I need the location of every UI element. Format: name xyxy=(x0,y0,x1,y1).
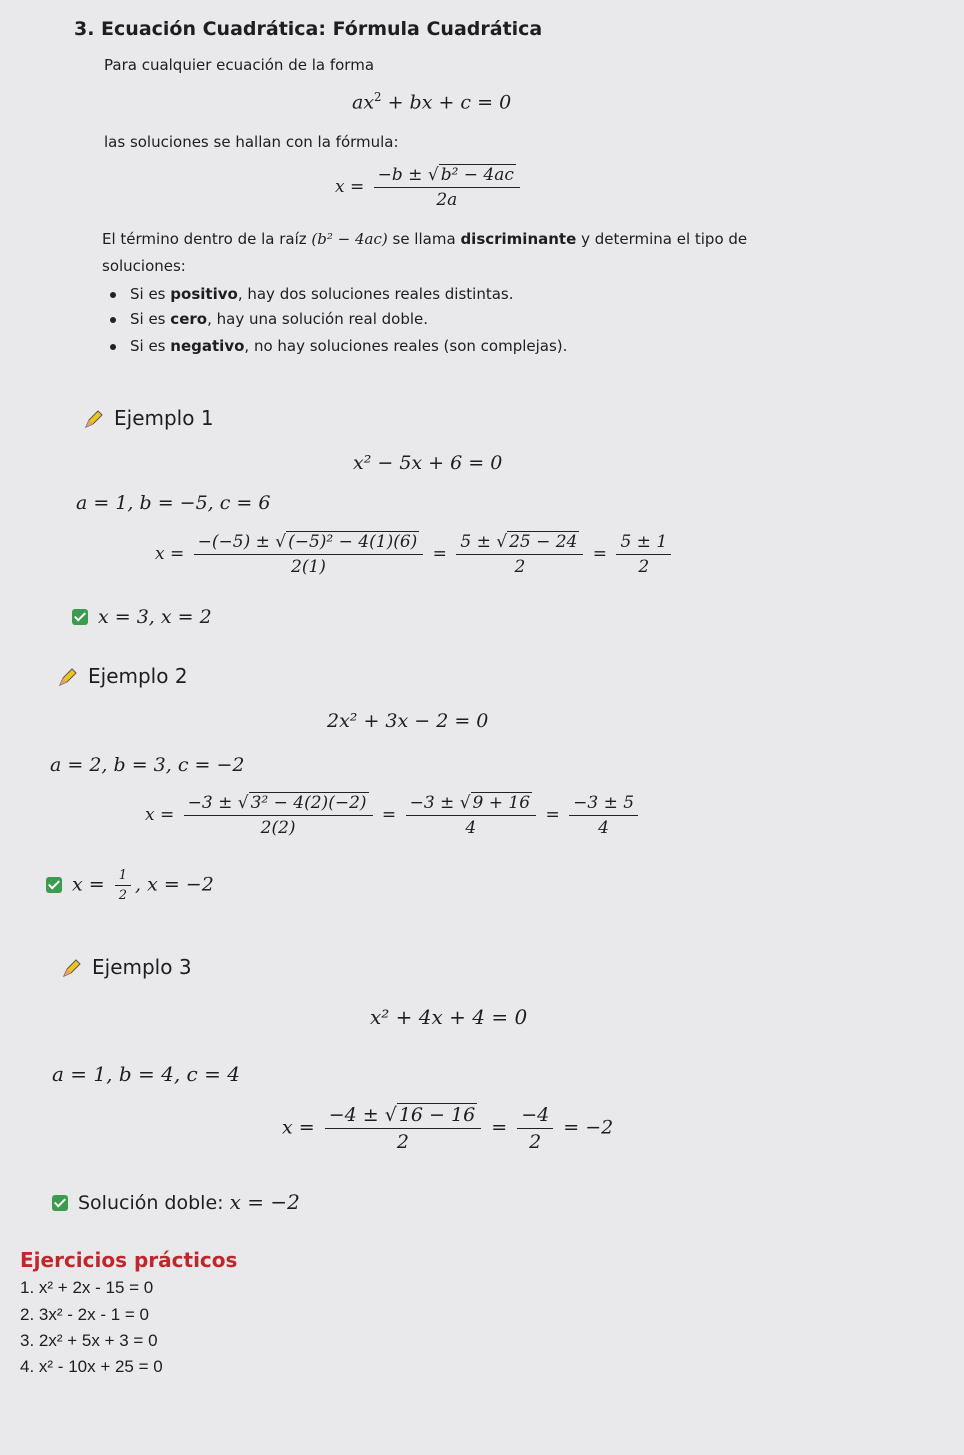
pencil-icon xyxy=(58,667,78,687)
exercise-item: 3. 2x² + 5x + 3 = 0 xyxy=(20,1331,158,1350)
quadratic-formula: x = $\frac{\text{−b ± √ b² − 4ac}}{2a}$ xyxy=(335,165,524,210)
example-1-result: x = 3, x = 2 xyxy=(72,606,212,628)
exercise-item: 2. 3x² - 2x - 1 = 0 xyxy=(20,1305,149,1324)
exercise-item: 1. x² + 2x - 15 = 0 xyxy=(20,1278,154,1297)
pencil-icon xyxy=(62,958,82,978)
bullet-positive: Si es positivo, hay dos soluciones reales distintas. xyxy=(110,285,514,303)
formula-intro: las soluciones se hallan con la fórmula: xyxy=(104,133,399,151)
exercises-title: Ejercicios prácticos xyxy=(20,1248,238,1272)
example-3-equation: x² + 4x + 4 = 0 xyxy=(370,1005,528,1029)
example-2-coefficients: a = 2, b = 3, c = −2 xyxy=(50,754,245,776)
example-1-title: Ejemplo 1 xyxy=(84,406,214,430)
discriminant-text-line2: soluciones: xyxy=(102,257,186,275)
example-3-result: Solución doble: x = −2 xyxy=(52,1190,300,1214)
checkmark-icon xyxy=(72,609,88,625)
example-3-solution-steps: x = $\frac{-4 \pm √ 16 - 16}{2}$ = $\frac{-4}{2}$ = −2 xyxy=(282,1104,614,1153)
example-1-equation: x² − 5x + 6 = 0 xyxy=(353,452,503,474)
discriminant-text: El término dentro de la raíz (b² − 4ac) se llama discriminante y determina el tipo de xyxy=(102,230,748,248)
exercise-item: 4. x² - 10x + 25 = 0 xyxy=(20,1357,163,1376)
checkmark-icon xyxy=(52,1195,68,1211)
intro-text: Para cualquier ecuación de la forma xyxy=(104,56,375,74)
example-2-result: x = $\frac{1}{2}$ , x = −2 xyxy=(46,868,214,903)
bullet-negative: Si es negativo, no hay soluciones reales (son complejas). xyxy=(110,337,567,355)
bullet-zero: Si es cero, hay una solución real doble. xyxy=(110,310,428,328)
section-title: 3. Ecuación Cuadrática: Fórmula Cuadrática xyxy=(74,18,543,40)
example-3-coefficients: a = 1, b = 4, c = 4 xyxy=(52,1062,240,1086)
example-2-equation: 2x² + 3x − 2 = 0 xyxy=(327,710,489,732)
example-2-title: Ejemplo 2 xyxy=(58,664,188,688)
example-3-title: Ejemplo 3 xyxy=(62,955,192,979)
checkmark-icon xyxy=(46,877,62,893)
general-form: $ax^2$ + bx + c = 0 xyxy=(352,90,512,114)
example-2-solution-steps: x = $\frac{\text{−3 ± √ 3² − 4(2)(−2)}}{2(2)}$ = $\frac{-3 \pm √ 9 + 16}{4}$ = $\frac{-3 \pm 5}{4}$ xyxy=(145,793,642,838)
example-1-coefficients: a = 1, b = −5, c = 6 xyxy=(76,492,271,514)
pencil-icon xyxy=(84,409,104,429)
example-1-solution-steps: x = $\frac{\text{−(−5) ± √ (−5)² − 4(1)(6)}}{2(1)}$ = $\frac{5 \pm √ 25 - 24}{2}$ = $\frac{5 \pm 1}{2}$ xyxy=(155,532,675,577)
